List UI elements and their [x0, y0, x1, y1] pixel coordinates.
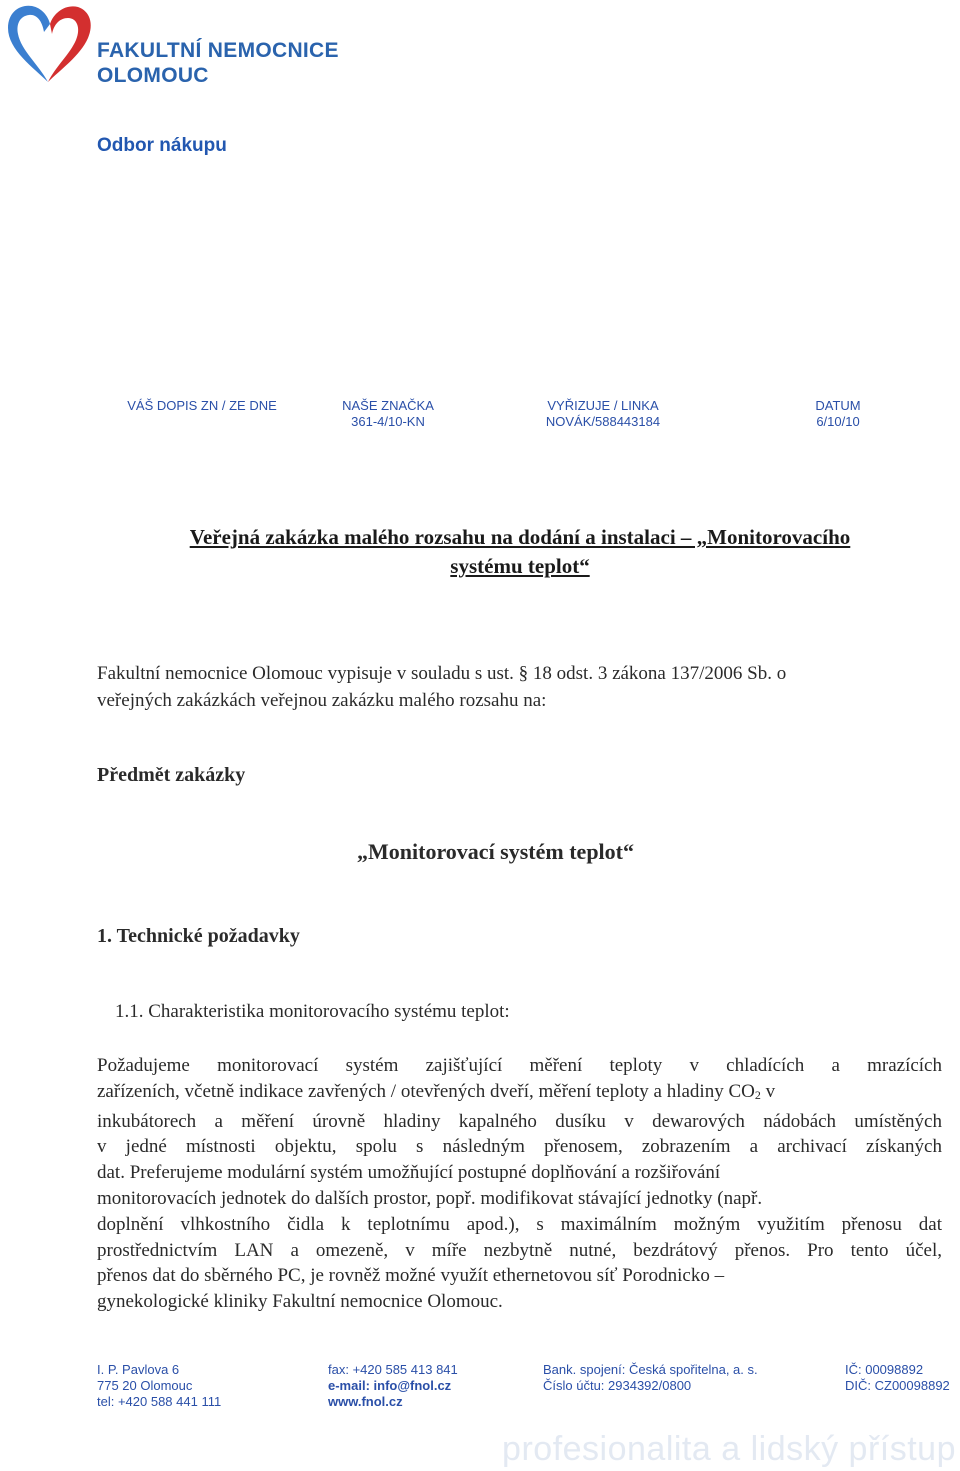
body-line-text: zařízeních, včetně indikace zavřených / otevřených dveří, měření teploty a hladiny CO — [97, 1080, 755, 1102]
our-ref-label: NAŠE ZNAČKA — [342, 398, 434, 413]
handler-ref — [508, 398, 698, 430]
footer-ico: IČ: 00098892 — [845, 1362, 924, 1377]
body-line — [97, 1079, 942, 1109]
footer-address-line2: 775 20 Olomouc — [97, 1378, 193, 1393]
footer-bank — [543, 1362, 758, 1394]
subject-name: „Monitorovací systém teplot“ — [357, 839, 634, 864]
organization-name-line2: OLOMOUC — [97, 64, 209, 87]
department-name: Odbor nákupu — [97, 135, 227, 156]
date-ref — [778, 398, 898, 430]
your-letter-label: VÁŠ DOPIS ZN / ZE DNE — [127, 398, 277, 413]
intro-paragraph — [97, 660, 937, 714]
body-line: dat. Preferujeme modulární systém umožňující postupné doplňování a rozšiřování — [97, 1162, 721, 1184]
co2-subscript: 2 — [754, 1087, 761, 1102]
body-line: gynekologické kliniky Fakultní nemocnice Olomouc. — [97, 1291, 503, 1313]
body-line: prostřednictvím LAN a omezeně, v míře nezbytně nutné, bezdrátový přenos. Pro tento účel, — [97, 1239, 942, 1261]
body-line: inkubátorech a měření úrovně hladiny kapalného dusíku v dewarových nádobách umístěných — [97, 1110, 942, 1132]
handler-value: NOVÁK/588443184 — [545, 414, 661, 429]
footer-contact — [328, 1362, 458, 1410]
body-line: přenos dat do sběrného PC, je rovněž možné využít ethernetovou síť Porodnicko – — [97, 1265, 725, 1287]
footer-ids — [845, 1362, 950, 1394]
footer-web-link[interactable]: www.fnol.cz — [328, 1394, 403, 1409]
your-letter-ref — [112, 398, 292, 414]
footer-email-link[interactable]: e-mail: info@fnol.cz — [328, 1378, 452, 1393]
body-paragraph — [97, 1053, 942, 1315]
footer-fax: fax: +420 585 413 841 — [328, 1362, 458, 1377]
subsection-heading: 1.1. Charakteristika monitorovacího systému teplot: — [115, 1001, 510, 1022]
date-label: DATUM — [815, 398, 861, 413]
footer-dic: DIČ: CZ00098892 — [845, 1378, 950, 1393]
body-line: Požadujeme monitorovací systém zajišťující měření teploty v chladících a mrazících — [97, 1055, 942, 1076]
footer-slogan: profesionalita a lidský přístup — [502, 1430, 956, 1468]
section-heading-technical: 1. Technické požadavky — [97, 925, 300, 947]
body-line: monitorovacích jednotek do dalších prostor, popř. modifikovat stávající jednotky (např. — [97, 1187, 763, 1209]
body-line: v jedné místnosti objektu, spolu s následným přenosem, zobrazením a archivací získaných — [97, 1136, 942, 1158]
date-value: 6/10/10 — [816, 414, 860, 429]
handler-label: VYŘIZUJE / LINKA — [547, 398, 659, 413]
our-ref-value: 361-4/10-KN — [351, 414, 425, 429]
body-line-text: v — [760, 1080, 776, 1102]
subject-heading: Předmět zakázky — [97, 764, 246, 786]
footer-address — [97, 1362, 221, 1410]
organization-name — [97, 38, 339, 88]
organization-name-line1: FAKULTNÍ NEMOCNICE — [97, 39, 339, 62]
intro-line: veřejných zakázkách veřejnou zakázku malého rozsahu na: — [97, 690, 547, 711]
footer-account: Číslo účtu: 2934392/0800 — [543, 1378, 692, 1393]
footer-address-line1: I. P. Pavlova 6 — [97, 1362, 180, 1377]
footer-phone: tel: +420 588 441 111 — [97, 1394, 222, 1409]
body-line: doplnění vlhkostního čidla k teplotnímu apod.), s maximálním možným využitím přenosu dat — [97, 1213, 942, 1235]
our-ref — [318, 398, 458, 430]
document-title-line1: Veřejná zakázka malého rozsahu na dodání a instalaci – „Monitorovacího — [189, 525, 851, 549]
footer-bank-name: Bank. spojení: Česká spořitelna, a. s. — [543, 1362, 758, 1377]
document-title-line2: systému teplot“ — [450, 554, 590, 578]
hospital-logo-heart-icon — [4, 2, 94, 86]
document-title — [97, 523, 943, 581]
intro-line: Fakultní nemocnice Olomouc vypisuje v souladu s ust. § 18 odst. 3 zákona 137/2006 Sb. o — [97, 663, 787, 684]
